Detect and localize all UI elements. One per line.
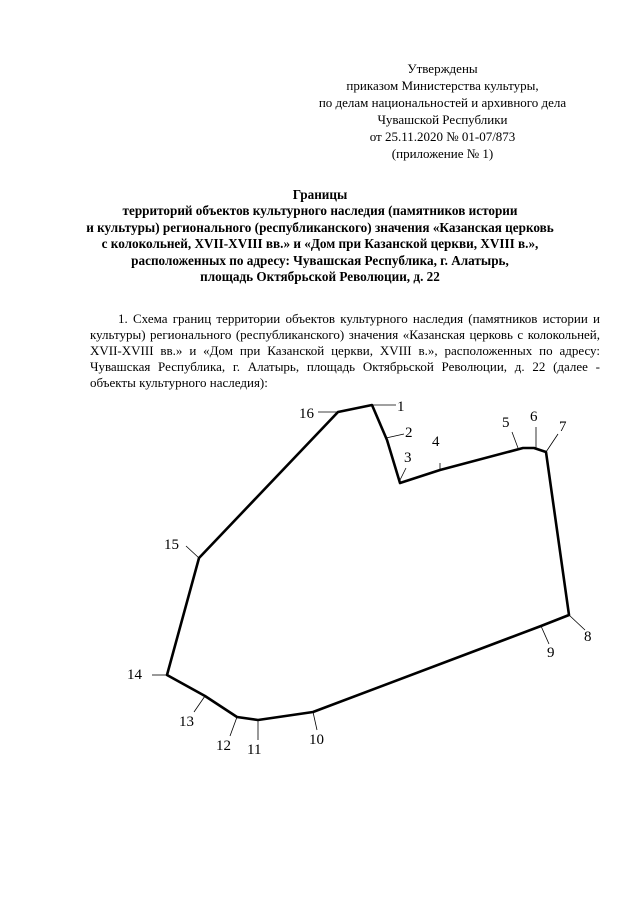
point-label: 4 (432, 434, 440, 450)
leader-line (386, 434, 404, 438)
leader-line (400, 468, 406, 480)
point-label: 6 (530, 409, 538, 425)
leader-line (569, 615, 585, 630)
approval-line: Чувашской Республики (377, 112, 508, 127)
leader-line (541, 626, 549, 644)
approval-line: Утверждены (407, 61, 478, 76)
approval-line: (приложение № 1) (391, 146, 494, 161)
point-label: 15 (164, 537, 179, 553)
leader-line (230, 717, 237, 736)
leader-line (512, 432, 518, 448)
point-label: 10 (309, 732, 324, 748)
leader-line (194, 696, 205, 712)
boundary-line (167, 405, 569, 720)
point-label: 14 (127, 667, 142, 683)
leader-line (313, 712, 317, 730)
approval-line: приказом Министерства культуры, (346, 78, 539, 93)
point-label: 12 (216, 738, 231, 754)
leader-line (186, 546, 199, 558)
point-label: 1 (397, 399, 405, 415)
title-line: площадь Октябрьской Революции, д. 22 (200, 269, 440, 285)
title-line: расположенных по адресу: Чувашская Республика, г. Алатырь, (131, 252, 509, 268)
title-line: с колокольней, XVII-XVIII вв.» и «Дом при Казанской церкви, XVIII в.», (101, 236, 539, 252)
point-label: 16 (299, 406, 314, 422)
approval-line: по делам национальностей и архивного дела (318, 95, 567, 110)
point-label: 8 (584, 629, 592, 645)
point-label: 5 (502, 415, 510, 431)
title-line: и культуры) регионального (республиканского) значения «Казанская церковь (86, 219, 554, 235)
approval-line: от 25.11.2020 № 01-07/873 (369, 129, 516, 144)
scheme-paragraph: 1. Схема границ территории объектов культурного наследия (памятников истории и культуры) регионального (республиканского) значения «Казанская церковь с колокольней, XVII-XVIII вв.» и «Дом при Казанской церкви, XVIII в.», расположенных по адресу: Чувашская Республика, г. Алатырь, площадь Октябрьской Революции, д. 22 (далее - объекты культурного наследия): (90, 311, 600, 390)
title-line: Границы (292, 187, 348, 202)
title-line: территорий объектов культурного наследия (памятников истории (122, 203, 518, 219)
point-label: 11 (247, 742, 262, 758)
point-label: 7 (559, 419, 567, 435)
point-label: 13 (179, 714, 194, 730)
point-label: 9 (547, 645, 555, 661)
leader-line (546, 434, 558, 452)
point-label: 2 (405, 425, 413, 441)
point-label: 3 (404, 450, 412, 466)
